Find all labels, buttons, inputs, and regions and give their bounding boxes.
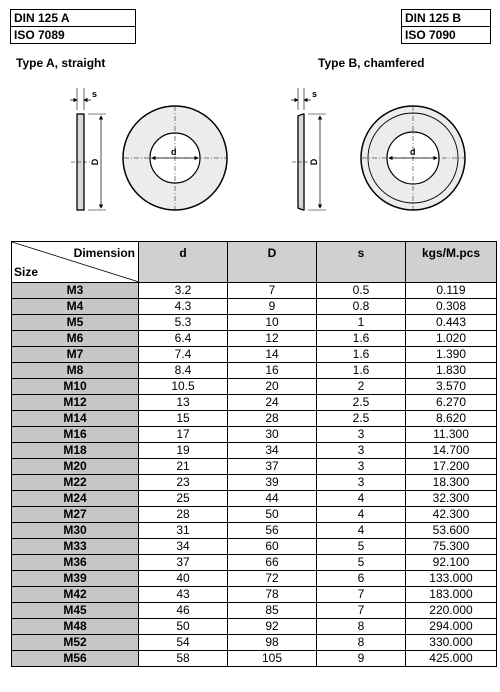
outer-diameter-cell: 28 bbox=[228, 411, 317, 427]
thickness-cell: 5 bbox=[317, 555, 406, 571]
inner-diameter-cell: 13 bbox=[139, 395, 228, 411]
thickness-cell: 0.8 bbox=[317, 299, 406, 315]
header-s: s bbox=[317, 242, 406, 283]
outer-diameter-label-b: D bbox=[309, 158, 319, 166]
inner-diameter-cell: 31 bbox=[139, 523, 228, 539]
weight-cell: 92.100 bbox=[406, 555, 497, 571]
thickness-cell: 4 bbox=[317, 491, 406, 507]
outer-diameter-cell: 37 bbox=[228, 459, 317, 475]
size-cell: M3 bbox=[12, 283, 139, 299]
thickness-cell: 3 bbox=[317, 427, 406, 443]
outer-diameter-cell: 7 bbox=[228, 283, 317, 299]
outer-diameter-cell: 50 bbox=[228, 507, 317, 523]
size-cell: M20 bbox=[12, 459, 139, 475]
inner-diameter-cell: 23 bbox=[139, 475, 228, 491]
table-row bbox=[12, 491, 497, 507]
weight-cell: 0.443 bbox=[406, 315, 497, 331]
standard-din-b: DIN 125 B bbox=[405, 11, 462, 25]
outer-diameter-cell: 24 bbox=[228, 395, 317, 411]
inner-diameter-cell: 10.5 bbox=[139, 379, 228, 395]
type-a-title: Type A, straight bbox=[16, 56, 106, 70]
weight-cell: 330.000 bbox=[406, 635, 497, 651]
thickness-cell: 1.6 bbox=[317, 347, 406, 363]
table-row bbox=[12, 443, 497, 459]
table-row bbox=[12, 459, 497, 475]
weight-cell: 18.300 bbox=[406, 475, 497, 491]
thickness-cell: 1.6 bbox=[317, 331, 406, 347]
table-row bbox=[12, 539, 497, 555]
table-header-row bbox=[12, 242, 497, 283]
table-row bbox=[12, 363, 497, 379]
weight-cell: 1.830 bbox=[406, 363, 497, 379]
weight-cell: 8.620 bbox=[406, 411, 497, 427]
size-cell: M27 bbox=[12, 507, 139, 523]
washer-drawings bbox=[0, 80, 500, 220]
dimension-table bbox=[11, 241, 497, 667]
size-cell: M36 bbox=[12, 555, 139, 571]
table-row bbox=[12, 315, 497, 331]
thickness-cell: 4 bbox=[317, 523, 406, 539]
inner-diameter-cell: 25 bbox=[139, 491, 228, 507]
inner-diameter-cell: 6.4 bbox=[139, 331, 228, 347]
inner-diameter-cell: 50 bbox=[139, 619, 228, 635]
weight-cell: 17.200 bbox=[406, 459, 497, 475]
type-b-side-view bbox=[291, 88, 326, 210]
header-weight: kgs/M.pcs bbox=[406, 242, 497, 283]
size-cell: M7 bbox=[12, 347, 139, 363]
table-row bbox=[12, 571, 497, 587]
table-row bbox=[12, 587, 497, 603]
size-cell: M39 bbox=[12, 571, 139, 587]
size-cell: M10 bbox=[12, 379, 139, 395]
table-row bbox=[12, 603, 497, 619]
inner-diameter-cell: 4.3 bbox=[139, 299, 228, 315]
inner-diameter-cell: 15 bbox=[139, 411, 228, 427]
inner-diameter-cell: 5.3 bbox=[139, 315, 228, 331]
outer-diameter-cell: 9 bbox=[228, 299, 317, 315]
inner-diameter-cell: 37 bbox=[139, 555, 228, 571]
size-cell: M52 bbox=[12, 635, 139, 651]
inner-diameter-cell: 58 bbox=[139, 651, 228, 667]
inner-diameter-cell: 7.4 bbox=[139, 347, 228, 363]
outer-diameter-cell: 44 bbox=[228, 491, 317, 507]
outer-diameter-cell: 66 bbox=[228, 555, 317, 571]
header-d: d bbox=[139, 242, 228, 283]
outer-diameter-cell: 10 bbox=[228, 315, 317, 331]
standard-box-type-a bbox=[10, 9, 136, 44]
weight-cell: 0.308 bbox=[406, 299, 497, 315]
size-cell: M42 bbox=[12, 587, 139, 603]
inner-diameter-cell: 8.4 bbox=[139, 363, 228, 379]
weight-cell: 75.300 bbox=[406, 539, 497, 555]
thickness-cell: 5 bbox=[317, 539, 406, 555]
size-cell: M16 bbox=[12, 427, 139, 443]
standard-iso-a: ISO 7089 bbox=[11, 26, 135, 43]
header-dimension-label: Dimension bbox=[73, 246, 135, 260]
outer-diameter-cell: 12 bbox=[228, 331, 317, 347]
type-a-side-view bbox=[70, 88, 106, 210]
weight-cell: 1.390 bbox=[406, 347, 497, 363]
weight-cell: 425.000 bbox=[406, 651, 497, 667]
inner-diameter-label-b: d bbox=[410, 147, 416, 157]
thickness-cell: 8 bbox=[317, 635, 406, 651]
outer-diameter-cell: 30 bbox=[228, 427, 317, 443]
thickness-cell: 7 bbox=[317, 587, 406, 603]
inner-diameter-cell: 19 bbox=[139, 443, 228, 459]
inner-diameter-cell: 28 bbox=[139, 507, 228, 523]
thickness-cell: 7 bbox=[317, 603, 406, 619]
table-row bbox=[12, 395, 497, 411]
inner-diameter-cell: 40 bbox=[139, 571, 228, 587]
weight-cell: 294.000 bbox=[406, 619, 497, 635]
table-row bbox=[12, 283, 497, 299]
weight-cell: 53.600 bbox=[406, 523, 497, 539]
table-row bbox=[12, 555, 497, 571]
size-cell: M56 bbox=[12, 651, 139, 667]
table-row bbox=[12, 347, 497, 363]
weight-cell: 0.119 bbox=[406, 283, 497, 299]
weight-cell: 183.000 bbox=[406, 587, 497, 603]
outer-diameter-cell: 98 bbox=[228, 635, 317, 651]
outer-diameter-cell: 60 bbox=[228, 539, 317, 555]
thickness-cell: 1 bbox=[317, 315, 406, 331]
size-cell: M48 bbox=[12, 619, 139, 635]
outer-diameter-cell: 16 bbox=[228, 363, 317, 379]
weight-cell: 1.020 bbox=[406, 331, 497, 347]
thickness-cell: 3 bbox=[317, 475, 406, 491]
inner-diameter-label-a: d bbox=[171, 147, 177, 157]
size-cell: M6 bbox=[12, 331, 139, 347]
outer-diameter-cell: 39 bbox=[228, 475, 317, 491]
size-cell: M14 bbox=[12, 411, 139, 427]
thickness-cell: 1.6 bbox=[317, 363, 406, 379]
weight-cell: 220.000 bbox=[406, 603, 497, 619]
outer-diameter-cell: 92 bbox=[228, 619, 317, 635]
outer-diameter-label-a: D bbox=[90, 158, 100, 166]
type-b-title: Type B, chamfered bbox=[318, 56, 425, 70]
table-row bbox=[12, 411, 497, 427]
inner-diameter-cell: 43 bbox=[139, 587, 228, 603]
outer-diameter-cell: 105 bbox=[228, 651, 317, 667]
inner-diameter-cell: 17 bbox=[139, 427, 228, 443]
size-cell: M4 bbox=[12, 299, 139, 315]
outer-diameter-cell: 56 bbox=[228, 523, 317, 539]
thickness-cell: 4 bbox=[317, 507, 406, 523]
size-cell: M12 bbox=[12, 395, 139, 411]
inner-diameter-cell: 46 bbox=[139, 603, 228, 619]
table-row bbox=[12, 619, 497, 635]
thickness-label-a: s bbox=[92, 89, 98, 99]
thickness-cell: 8 bbox=[317, 619, 406, 635]
size-cell: M33 bbox=[12, 539, 139, 555]
thickness-cell: 6 bbox=[317, 571, 406, 587]
table-row bbox=[12, 635, 497, 651]
header-size-label: Size bbox=[14, 265, 39, 279]
weight-cell: 3.570 bbox=[406, 379, 497, 395]
inner-diameter-cell: 34 bbox=[139, 539, 228, 555]
inner-diameter-cell: 54 bbox=[139, 635, 228, 651]
size-cell: M18 bbox=[12, 443, 139, 459]
thickness-cell: 0.5 bbox=[317, 283, 406, 299]
table-row bbox=[12, 331, 497, 347]
inner-diameter-cell: 3.2 bbox=[139, 283, 228, 299]
weight-cell: 133.000 bbox=[406, 571, 497, 587]
thickness-cell: 2.5 bbox=[317, 411, 406, 427]
inner-diameter-cell: 21 bbox=[139, 459, 228, 475]
thickness-cell: 2.5 bbox=[317, 395, 406, 411]
size-cell: M22 bbox=[12, 475, 139, 491]
thickness-cell: 3 bbox=[317, 443, 406, 459]
thickness-cell: 3 bbox=[317, 459, 406, 475]
size-cell: M8 bbox=[12, 363, 139, 379]
thickness-cell: 9 bbox=[317, 651, 406, 667]
outer-diameter-cell: 72 bbox=[228, 571, 317, 587]
size-cell: M5 bbox=[12, 315, 139, 331]
header-outer-d: D bbox=[228, 242, 317, 283]
table-row bbox=[12, 523, 497, 539]
weight-cell: 42.300 bbox=[406, 507, 497, 523]
table-row bbox=[12, 379, 497, 395]
table-row bbox=[12, 475, 497, 491]
table-row bbox=[12, 427, 497, 443]
table-row bbox=[12, 651, 497, 667]
size-cell: M24 bbox=[12, 491, 139, 507]
outer-diameter-cell: 78 bbox=[228, 587, 317, 603]
size-cell: M45 bbox=[12, 603, 139, 619]
outer-diameter-cell: 20 bbox=[228, 379, 317, 395]
weight-cell: 11.300 bbox=[406, 427, 497, 443]
type-b-front-view bbox=[361, 106, 465, 210]
weight-cell: 14.700 bbox=[406, 443, 497, 459]
standard-iso-b: ISO 7090 bbox=[402, 26, 490, 43]
standard-box-type-b bbox=[401, 9, 491, 44]
outer-diameter-cell: 34 bbox=[228, 443, 317, 459]
size-cell: M30 bbox=[12, 523, 139, 539]
header-corner-cell bbox=[12, 242, 139, 283]
weight-cell: 32.300 bbox=[406, 491, 497, 507]
table-row bbox=[12, 299, 497, 315]
thickness-cell: 2 bbox=[317, 379, 406, 395]
outer-diameter-cell: 14 bbox=[228, 347, 317, 363]
weight-cell: 6.270 bbox=[406, 395, 497, 411]
table-row bbox=[12, 507, 497, 523]
thickness-label-b: s bbox=[312, 89, 318, 99]
outer-diameter-cell: 85 bbox=[228, 603, 317, 619]
type-a-front-view bbox=[123, 106, 227, 210]
standard-din-a: DIN 125 A bbox=[14, 11, 70, 25]
